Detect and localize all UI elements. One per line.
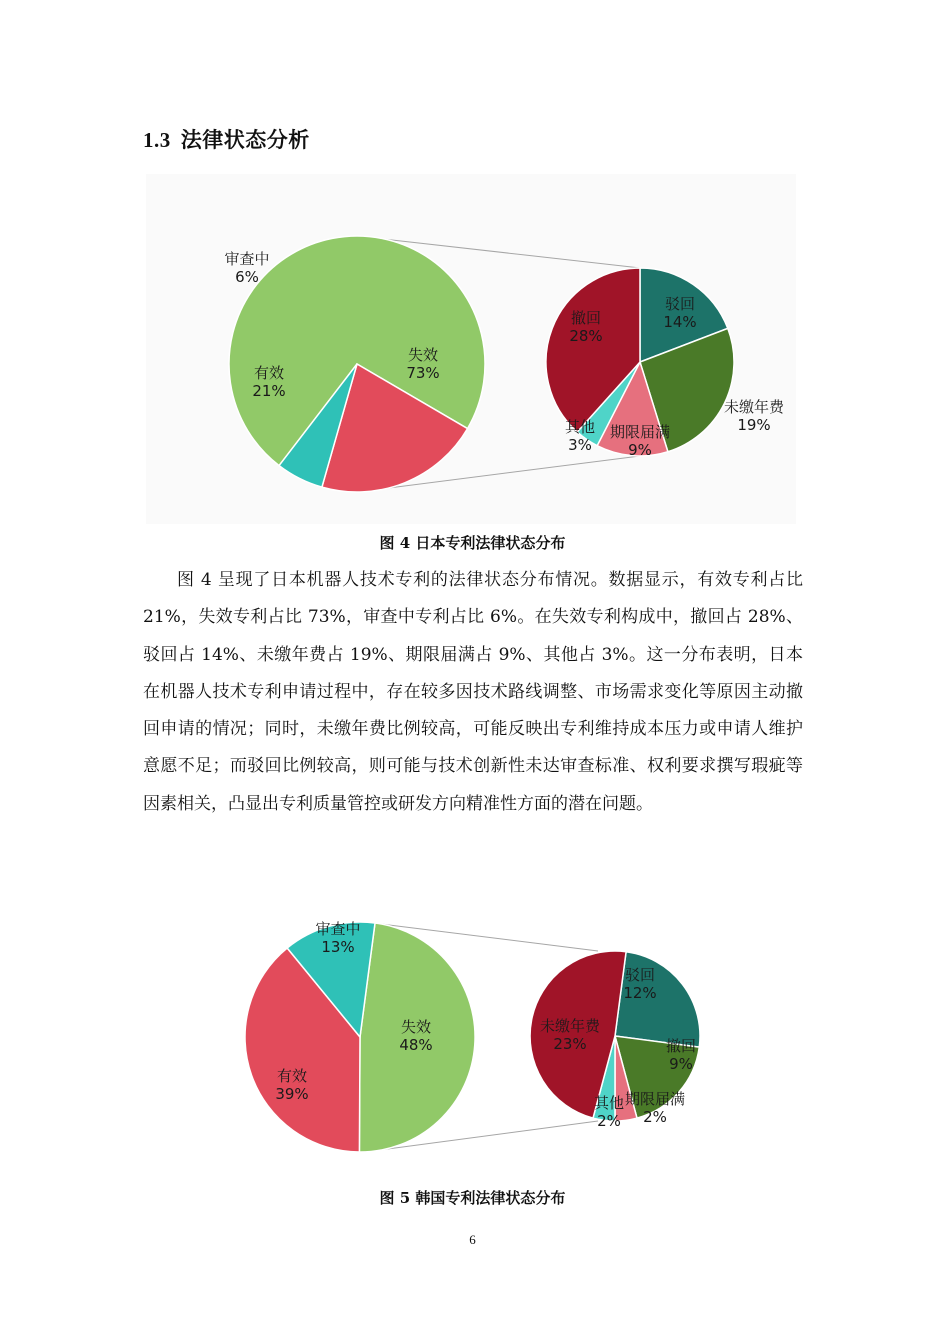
section-title: 法律状态分析 <box>180 127 310 152</box>
chart2-secondary-label-unpaid: 撤回 9% <box>665 1037 697 1073</box>
chart2-secondary-label-rejected: 驳回 12% <box>623 966 657 1002</box>
chart1-main-label-pending: 审查中 6% <box>224 250 270 286</box>
chart2-secondary-label-other: 其他 2% <box>593 1094 625 1130</box>
chart1-secondary-label-expired: 期限届满 9% <box>609 423 671 459</box>
body-paragraph: 图 4 呈现了日本机器人技术专利的法律状态分布情况。数据显示，有效专利占比 21%，失效专利占比 73%，审查中专利占比 6%。在失效专利构成中，撤回占 28%、驳回占 14%、未缴年费占 19%、期限届满占 9%、其他占 3%。这一分布表明，日本在机器人技术专利申请过程中，存在较多因技术路线调整、市场需求变化等原因主动撤回申请的情况；同时，未缴年费比例较高，可能反映出专利维持成本压力或申请人维护意愿不足；而驳回比例较高，则可能与技术创新性未达审查标准、权利要求撰写瑕疵等因素相关，凸显出专利质量管控或研发方向精准性方面的潜在问题。 <box>143 570 803 814</box>
chart1-secondary-label-unpaid: 未缴年费 19% <box>723 398 785 434</box>
chart2-main-label-pending: 审查中 13% <box>315 920 361 956</box>
page-number: 6 <box>469 1232 476 1247</box>
chart2-main-label-invalid: 失效 48% <box>399 1018 433 1054</box>
chart1-main-label-invalid: 失效 73% <box>406 346 440 382</box>
section-number: 1.3 <box>143 128 171 152</box>
chart1-secondary-label-rejected: 驳回 14% <box>663 295 697 331</box>
chart2-secondary-label-withdrawn: 未缴年费 23% <box>539 1017 601 1053</box>
chart1-main-label-valid: 有效 21% <box>252 364 286 400</box>
chart1-secondary-label-other: 其他 3% <box>564 418 596 454</box>
figure-5-caption: 图 5 韩国专利法律状态分布 <box>379 1189 566 1207</box>
chart2-secondary-label-expired: 期限届满 2% <box>624 1090 686 1126</box>
figure-4-caption: 图 4 日本专利法律状态分布 <box>379 534 566 552</box>
chart1-secondary-label-withdrawn: 撤回 28% <box>569 309 603 345</box>
chart2-main-label-valid: 有效 39% <box>275 1067 309 1103</box>
